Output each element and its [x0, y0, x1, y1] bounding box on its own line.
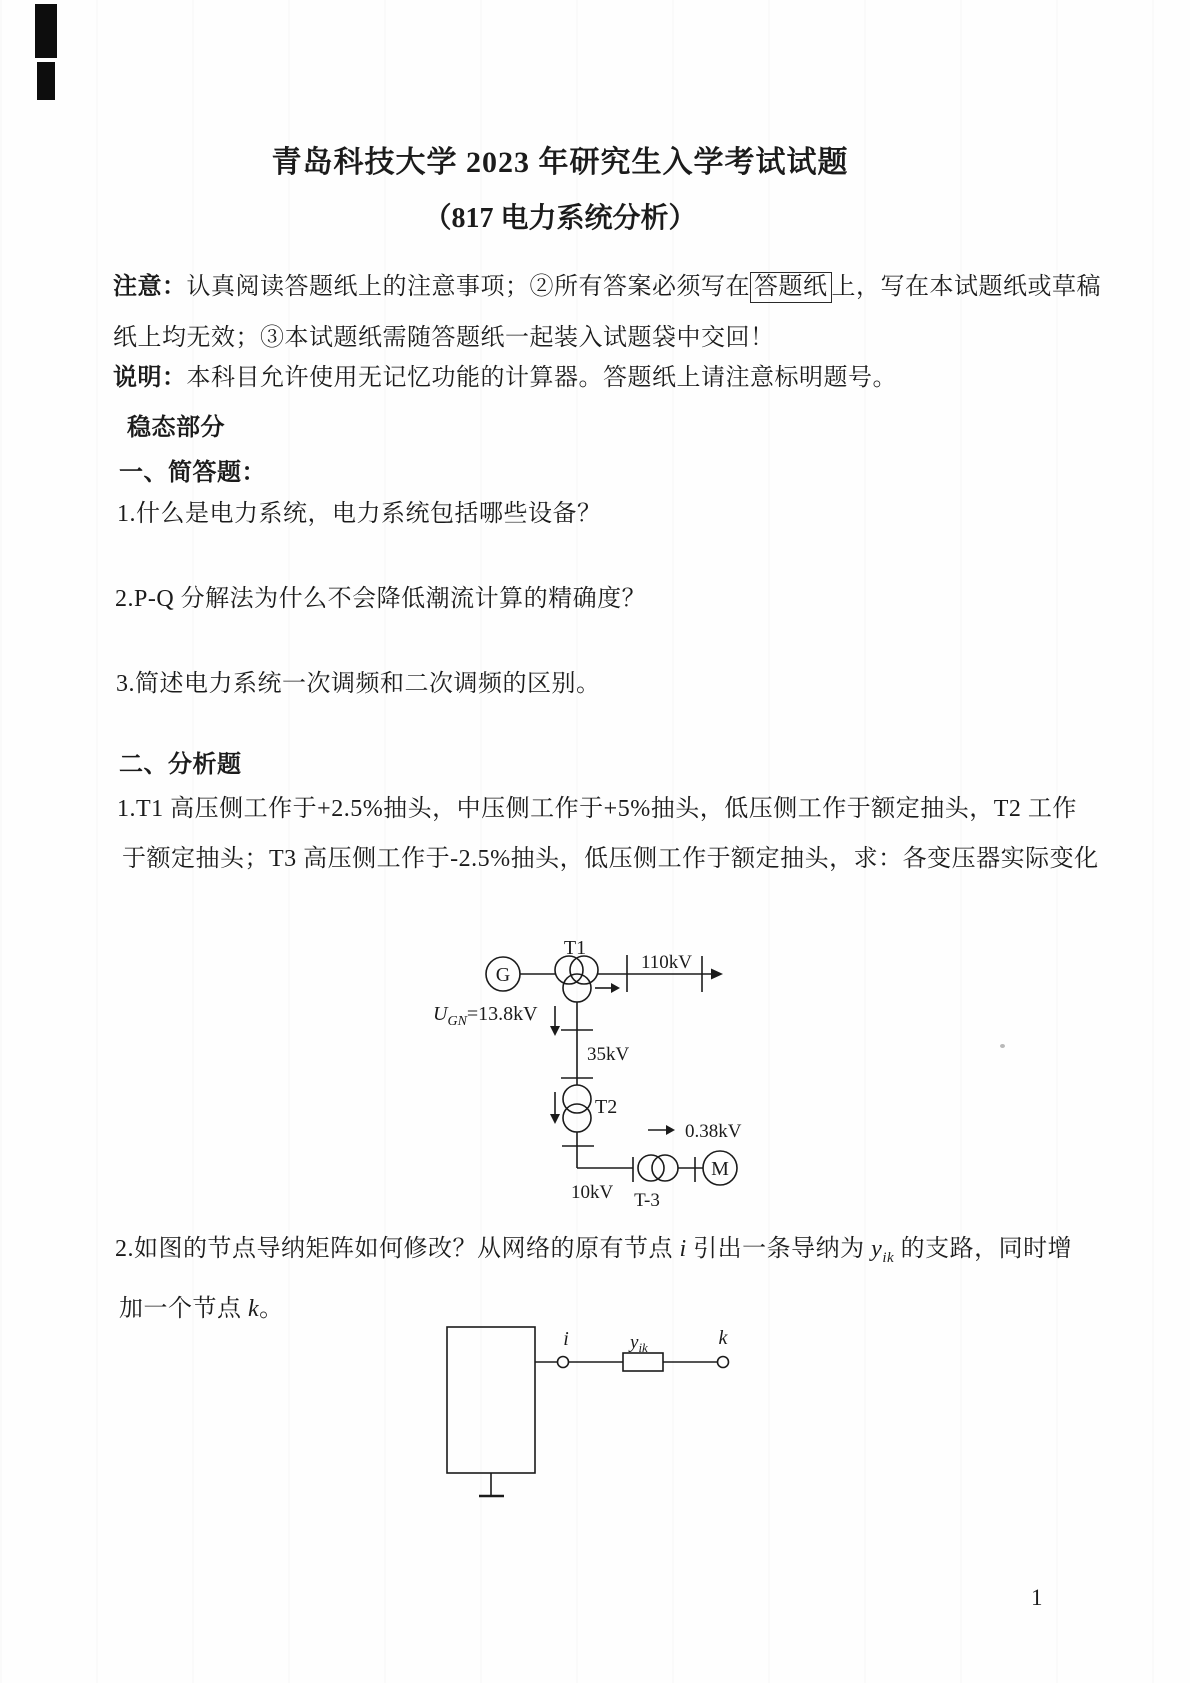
power-system-diagram	[385, 930, 785, 1225]
notice-line-2: 纸上均无效；③本试题纸需随答题纸一起装入试题袋中交回！	[113, 325, 775, 351]
diagram1-arrowheads	[550, 969, 723, 1136]
label-35kv: 35kV	[587, 1044, 630, 1065]
notice-line-1	[113, 271, 1101, 303]
label-038kv: 0.38kV	[685, 1121, 742, 1142]
t2-winding	[563, 1104, 591, 1132]
q2-text-2: 引出一条导纳为	[686, 1236, 872, 1262]
q2-node-k: k	[248, 1296, 260, 1322]
question-1: 1.什么是电力系统，电力系统包括哪些设备？	[117, 501, 602, 527]
analysis-q1-line1: 1.T1 高压侧工作于+2.5%抽头，中压侧工作于+5%抽头，低压侧工作于额定抽头，T2 工作	[117, 796, 1077, 822]
diagram2-lines	[447, 1327, 729, 1496]
notice-label: 注意：	[113, 273, 187, 300]
analysis-q1-line2: 于额定抽头；T3 高压侧工作于-2.5%抽头，低压侧工作于额定抽头，求：各变压器实际变化	[122, 846, 1099, 872]
q2-admittance-sub: ik	[882, 1249, 895, 1266]
q2-text-4: 加一个节点	[119, 1296, 248, 1322]
arrowhead-flow-right	[611, 983, 620, 993]
q2-admittance-y: y	[871, 1236, 883, 1262]
t1-winding	[555, 956, 583, 984]
motor-label: M	[711, 1158, 729, 1180]
q2-node-i: i	[679, 1236, 687, 1262]
t3-winding	[652, 1155, 678, 1181]
t1-winding	[570, 956, 598, 984]
notice-line-3	[113, 362, 897, 394]
exam-title: 青岛科技大学 2023 年研究生入学考试试题	[271, 146, 849, 179]
notice-text-pre: 认真阅读答题纸上的注意事项；②所有答案必须写在	[186, 274, 750, 300]
analysis-q2-line1	[115, 1233, 1072, 1274]
explain-label: 说明：	[113, 364, 187, 391]
admittance-element-box	[623, 1353, 663, 1371]
node-i-label: i	[563, 1328, 569, 1350]
question-2: 2.P-Q 分解法为什么不会降低潮流计算的精确度？	[115, 586, 647, 612]
exam-subtitle: （817 电力系统分析）	[423, 203, 697, 234]
question-3: 3.简述电力系统一次调频和二次调频的区别。	[116, 671, 601, 697]
t1-winding	[563, 974, 591, 1002]
scan-artifact-bar	[35, 4, 57, 58]
node-k-terminal	[718, 1357, 729, 1368]
analysis-q2-line2	[119, 1293, 284, 1325]
node-i-terminal	[558, 1357, 569, 1368]
section2-title: 二、分析题	[119, 751, 242, 778]
admittance-label: $y_{ik}$	[630, 1332, 648, 1355]
arrowhead-flow-down2	[550, 1114, 560, 1124]
arrowhead-038kv	[666, 1125, 675, 1135]
admittance-branch-diagram	[430, 1320, 760, 1510]
t3-label: T-3	[634, 1190, 660, 1211]
network-box	[447, 1327, 535, 1473]
page-number: 1	[1031, 1585, 1043, 1610]
t3-winding	[638, 1155, 664, 1181]
label-ugn: $U_{GN}=13.8kV$	[433, 1003, 538, 1029]
label-110kv: 110kV	[641, 952, 693, 973]
t1-label: T1	[563, 937, 587, 959]
t2-label: T2	[595, 1096, 618, 1118]
node-k-label: k	[718, 1327, 728, 1349]
label-10kv: 10kV	[571, 1182, 614, 1203]
arrowhead-flow-down1	[550, 1026, 560, 1036]
notice-text-post: 上，写在本试题纸或草稿	[831, 274, 1101, 300]
arrowhead-110kv	[711, 969, 723, 980]
boxed-answer-sheet: 答题纸	[750, 272, 832, 303]
scan-artifact-bar	[37, 62, 55, 100]
q2-text-3: 的支路，同时增	[894, 1236, 1073, 1262]
q2-text-5: 。	[259, 1296, 284, 1322]
explain-text: 本科目允许使用无记忆功能的计算器。答题纸上请注意标明题号。	[186, 365, 897, 391]
scan-dot-artifact	[1000, 1044, 1005, 1048]
section1-title: 一、简答题：	[119, 459, 266, 486]
q2-text-1: 2.如图的节点导纳矩阵如何修改？从网络的原有节点	[115, 1236, 680, 1262]
part-title-steady-state: 稳态部分	[127, 414, 225, 441]
generator-label: G	[495, 964, 511, 986]
